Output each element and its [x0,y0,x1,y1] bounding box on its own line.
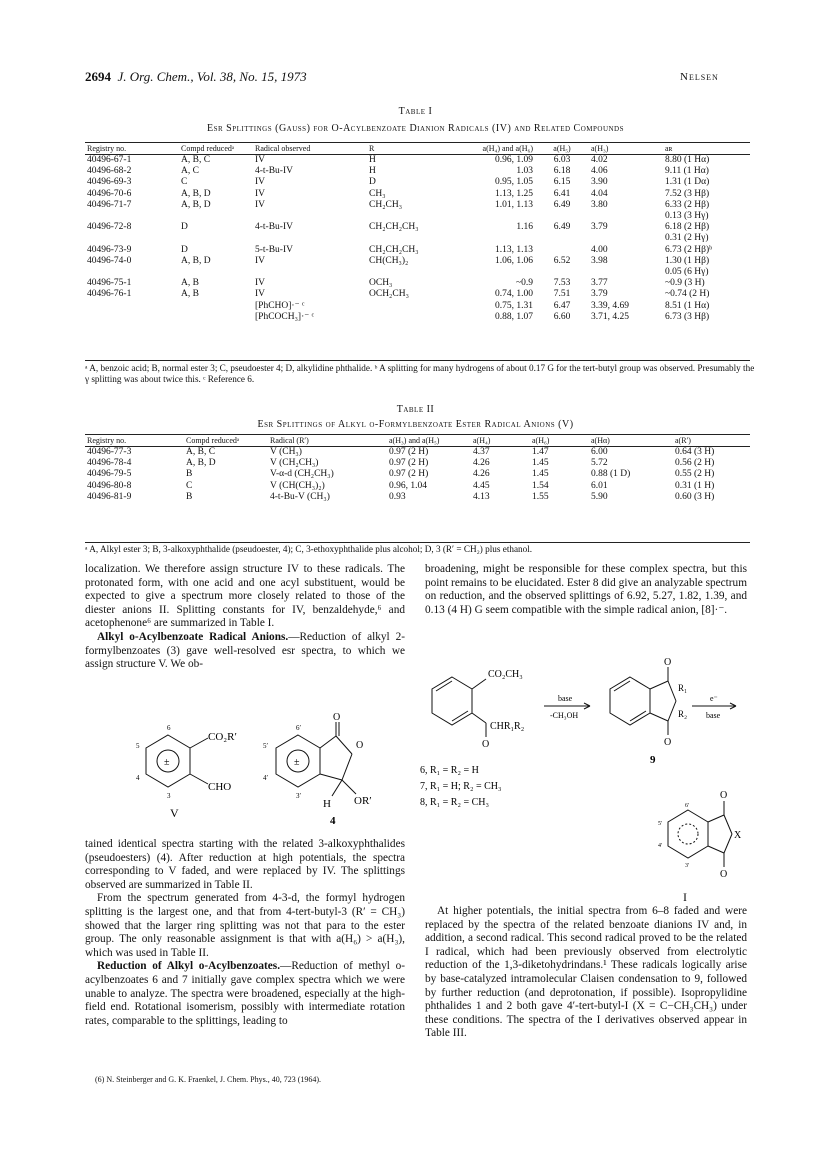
table2-cell: 0.93 [389,491,406,502]
table1-cell: IV [255,177,266,188]
structure-4-bond-1 [320,736,336,748]
table1-cell: 40496-72-8 [87,222,132,233]
table1-cell: 6.49 [553,199,571,210]
table1-cell: 1.06, 1.06 [495,255,533,266]
table1-cell: IV [255,155,266,165]
left-paragraph-3: tained identical spectra starting with the related 3-alkoxyphthalides (pseudoesters) (4). After reduction at high potentials, the spectra corresponding to V faded, and were replaced by IV. The splittings observed are summarized in Table II. [85,838,405,891]
table1-cell [179,267,253,278]
table1-cell [535,245,589,256]
table2-cell: 1.45 [532,469,549,480]
table1-cell [179,301,253,312]
table1-cell: D [369,177,376,188]
arrow-1-bottom-label: -CH₃OH [550,711,579,720]
table1-cell: 0.05 (6 Hγ) [665,267,709,278]
table1-cell: 6.73 (2 Hβ)ᵇ [665,244,713,255]
table2-col-compd: Compd reducedᵃ [184,435,268,447]
table1-cell: 6.47 [553,300,571,311]
radical-i-position-4p: 4′ [658,843,663,849]
table1-cell [535,211,589,222]
table1-cell: 7.53 [553,278,571,289]
table1-footnote: ᵃ A, benzoic acid; B, normal ester 3; C, pseudoester 4; D, alkylidine phthalide. ᵇ A splitting for many hydrogens of about 0.17 G for the tert-butyl group was observed. Presumably the γ splitting was about twice this. ᶜ Reference 6. [85,363,755,384]
compound-9-bond-1 [650,681,668,689]
table1-cell: 40496-67-1 [87,155,132,165]
table1-cell: A, B, C [181,155,211,165]
table1-row [85,211,750,222]
table1-cell: 8.51 (1 Hα) [665,300,710,311]
running-header-author: Nelsen [680,71,719,83]
right-column-bottom [425,905,747,1041]
table1-cell: 1.13, 1.13 [495,244,533,255]
ester-ring-double-2 [452,711,468,721]
table2-label: Table II [396,404,435,415]
table1-cell: 1.01, 1.13 [495,199,533,210]
table1-cell: OCH₃ [369,278,393,289]
left-column-top [85,563,405,672]
section-heading-alkyl-acylbenzoate-radical-anions: Alkyl o-Acylbenzoate Radical Anions. [97,630,289,643]
radical-i-bond-2 [724,815,732,834]
table1-cell: 4.04 [591,188,608,199]
table1-cell: 0.95, 1.05 [495,177,533,188]
table2-col-ha: a(Hα) [589,435,673,447]
compound-9-bond-4 [650,713,668,721]
table2-cell: 1.47 [532,447,549,457]
table2-cell: 0.64 (3 H) [675,447,715,457]
compound-9-double-1 [614,681,630,691]
structure-v-aldehyde-group: CHO [208,781,232,793]
ester-ring [432,677,472,725]
table1-cell: 0.75, 1.31 [495,300,533,311]
table1-cell: ~0.9 (3 H) [665,278,705,289]
table1-col-registry: Registry no. [85,143,179,155]
arrow-2-top-label: e⁻ [710,694,718,703]
table1-cell [179,233,253,244]
compound-9-r2: R₂ [678,709,688,719]
table1-cell: IV [255,278,266,289]
table2-cell: C [186,480,193,491]
table2-col-radical: Radical (R′) [268,435,387,447]
table2-cell: 1.55 [532,491,549,502]
compound-9-oxygen-top: O [664,657,672,668]
arrow-1-top-label: base [558,694,573,703]
table1-cell: 4.02 [591,155,608,165]
table1-cell [367,267,461,278]
table1-label: Table I [398,106,433,117]
table1-cell: 4-t-Bu-IV [255,222,293,233]
compound-9-r1: R₁ [678,683,688,693]
right-paragraph-1: broadening, might be responsible for these complex spectra, but this point remains to be elucidated. Ester 8 did give an analyzable spectrum on reduction, and the observed splittings of 6.92, 5.27, 1.82, 1.39, and 0.13 (4 H) G seem compatible with the simple radical anion, [8]·⁻. [425,563,747,616]
table1-cell: [PhCOCH₃]·⁻ ᶜ [255,311,315,322]
table2-cell: V (CH₂CH₃) [270,458,319,469]
table1-cell: 40496-73-9 [87,244,132,255]
table1-cell: 40496-76-1 [87,289,132,300]
table1-cell [589,267,663,278]
compound-9-oxygen-bottom: O [664,737,672,748]
table2-cell: 0.96, 1.04 [389,480,427,491]
table1-cell: 3.71, 4.25 [591,311,629,322]
table2-col-registry: Registry no. [85,435,184,447]
radical-i-ring [668,810,708,858]
table1-cell: 6.49 [553,222,571,233]
structure-4-bond-4 [320,774,342,780]
structure-v-position-6: 6 [167,724,171,732]
table1-cell: 8.80 (1 Hα) [665,155,710,165]
reference-6: (6) N. Steinberger and G. K. Fraenkel, J. Chem. Phys., 40, 723 (1964). [95,1075,322,1084]
table1-cell: IV [255,199,266,210]
compound-9-label: 9 [650,754,656,766]
table2-row [85,458,750,469]
table1-cell: 1.16 [516,222,533,233]
table1-cell: 40496-71-7 [87,199,132,210]
table1-cell [461,267,535,278]
table2-cell: 6.01 [591,480,608,491]
table1-cell [367,301,461,312]
table2-cell: 4.26 [473,469,490,480]
table1-cell [179,211,253,222]
table1-cell [85,312,179,323]
structures-v-and-4 [120,710,380,832]
table1-cell: 3.79 [591,222,608,233]
table2-cell: 40496-78-4 [87,458,132,469]
table1-cell: A, C [181,166,199,177]
table1-row [85,222,750,233]
left-column-bottom [85,838,405,1028]
radical-i-bond-1 [708,815,724,822]
compound-8-definition: 8, R₁ = R₂ = CH₃ [420,797,489,808]
table1-cell [85,233,179,244]
table2-cell: 6.00 [591,447,608,457]
table2-cell: 40496-80-8 [87,480,132,491]
table1-cell: 4-t-Bu-IV [255,166,293,177]
radical-i-x: X [734,830,742,841]
structure-4-bond-3 [342,754,352,780]
table1-cell: ~0.74 (2 H) [665,289,710,300]
table1-header-row [85,143,750,155]
left-paragraph-2 [85,631,405,672]
table2-cell: B [186,469,193,480]
compound-6-definition: 6, R₁ = R₂ = H [420,765,479,776]
table1-cell: A, B [181,278,199,289]
structure-v-position-3: 3 [167,792,171,800]
section-heading-reduction-alkyl-acylbenzoates: Reduction of Alkyl o-Acylbenzoates. [97,960,281,973]
table1-cell: [PhCHO]·⁻ ᶜ [255,300,305,311]
structure-4-position-5p: 5′ [263,742,269,750]
table2-cell: 5.72 [591,458,608,469]
table1-cell: 0.13 (3 Hγ) [665,211,709,222]
table1-cell: CH₂CH₂CH₃ [369,244,419,255]
running-header-left [85,69,307,85]
table1-row [85,189,750,200]
ester-co2ch3: CO₂CH₃ [488,669,523,680]
compound-9-benzo-ring [610,677,650,725]
ester-oxygen: O [482,739,490,750]
table1-cell: 6.60 [553,311,571,322]
structure-4-position-3p: 3′ [296,792,302,800]
table1-row [85,166,750,177]
table2-cell: 1.54 [532,480,549,491]
table1-cell: ~0.9 [515,278,533,289]
table1-col-ar: aʀ [663,143,750,155]
table2-cell: 40496-79-5 [87,469,132,480]
table1-cell: CH(CH₃)₂ [369,255,409,266]
table2-cell: 0.97 (2 H) [389,447,429,457]
radical-i-bond-4 [708,846,724,853]
radical-i-position-3p: 3′ [685,863,690,869]
table1-cell: 3.80 [591,199,608,210]
table2-col-h3h5: a(H₃) and a(H₅) [387,435,471,447]
table2-row [85,447,750,459]
ester-bond-2 [472,713,486,723]
table1-cell: C [181,177,188,188]
structure-4-oxygen: O [333,712,341,723]
ester-chr1r2: CHR₁R₂ [490,721,525,732]
table1-cell: 6.73 (3 Hβ) [665,311,710,322]
structure-4-position-6p: 6′ [296,724,302,732]
table1-cell: 6.18 (2 Hβ) [665,222,710,233]
table1-row [85,256,750,267]
table2 [85,434,750,503]
left-paragraph-4: From the spectrum generated from 4-3-d, the formyl hydrogen splitting is the largest one, and that from 4-tert-butyl-3 (R′ = CH₃) showed that the larger ring splitting was not that para to the ester group. The only reasonable assignment is that with a(H₆) > a(H₃), which was used in Table II. [85,892,405,959]
table2-cell: 4.26 [473,458,490,469]
table1-cell: IV [255,289,266,300]
table1-cell: A, B [181,289,199,300]
left-paragraph-5 [85,960,405,1028]
table1-cell [535,267,589,278]
table1-cell: 3.90 [591,177,608,188]
table1-cell: 3.39, 4.69 [591,300,629,311]
table2-cell: 4.45 [473,480,490,491]
table1-cell [461,233,535,244]
page-number: 2694 [85,69,111,84]
structure-4-hydrogen: H [323,798,331,810]
table2-cell: 0.56 (2 H) [675,458,715,469]
table1-cell: 5-t-Bu-IV [255,244,293,255]
structure-4-charge: ± [294,757,300,768]
table1-cell: CH₃ [369,188,386,199]
compound-9-bond-2 [668,681,676,701]
radical-i-bond-3 [724,834,732,853]
table1-row [85,177,750,188]
table1-cell: 6.41 [553,188,571,199]
structure-v-label: V [170,806,179,820]
table1-cell: 7.52 (3 Hβ) [665,188,710,199]
table1-cell: 40496-74-0 [87,255,132,266]
table1-cell: A, B, D [181,188,211,199]
table1-cell: 6.15 [553,177,571,188]
table1-cell: 1.13, 1.25 [495,188,533,199]
table1-cell [367,211,461,222]
radical-i-oxygen-top: O [720,790,728,801]
table1-cell: 1.31 (1 Dα) [665,177,710,188]
table1-cell: H [369,155,376,165]
table2-cell: 4-t-Bu-V (CH₃) [270,491,330,502]
table1-cell: D [181,222,188,233]
structure-4-alkoxy: OR′ [354,795,372,807]
structure-4-label: 4 [330,815,336,827]
table1-col-r: R [367,143,461,155]
table1-cell: CH₂CH₃ [369,199,403,210]
structure-v-ester-group: CO₂R′ [208,731,237,743]
table1-cell: 1.03 [516,166,533,177]
table1-cell [589,233,663,244]
table2-footnote: ᵃ A, Alkyl ester 3; B, 3-alkoxyphthalide (pseudoester, 4); C, 3-ethoxyphthalide plus alcohol; D, 3 (R′ = CH₂) plus ethanol. [85,544,533,554]
table2-row [85,481,750,492]
journal-citation: J. Org. Chem., Vol. 38, No. 15, 1973 [117,69,307,84]
left-paragraph-5-text: —Reduction of methyl o-acylbenzoates 6 and 7 initially gave complex spectra which we were unable to analyze. The spectra were broadened, especially at the high-field end. Rotational isomerism, possibly with intermediate rotation rates, comparable to the splittings, leading to [85,960,405,1027]
table1-cell: 40496-68-2 [87,166,132,177]
right-paragraph-2: At higher potentials, the initial spectra from 6–8 faded and were replaced by the spectra of the related benzoate dianions IV and, in addition, a second radical. This second radical proved to be the related I radical, which had been previously observed from electrolytic reduction of the 1,3-diketohydrindans.¹ These radicals logically arise by base-catalyzed intramolecular Claisen condensation to 9, followed by further reduction (and deprotonation, if possible). Isopropylidine phthalides 1 and 2 both gave 4′-tert-butyl-I (X = C−CH₃CH₃) under these conditions. The spectra of the I derivatives observed appear in Table III. [425,905,747,1040]
compound-7-definition: 7, R₁ = H; R₂ = CH₃ [420,781,502,792]
table1 [85,142,750,323]
structure-4-bond-6 [342,780,356,794]
table1-row [85,245,750,256]
ester-bond-1 [472,679,486,689]
table1-cell: 0.31 (2 Hγ) [665,233,709,244]
table2-cell: 0.97 (2 H) [389,469,429,480]
table1-cell: D [181,244,188,255]
table2-col-h6: a(H₆) [530,435,589,447]
table1-cell: 6.52 [553,255,571,266]
table1-title: Esr Splittings (Gauss) for O-Acylbenzoate Dianion Radicals (IV) and Related Compounds [207,123,624,134]
table1-cell [253,267,367,278]
table1-cell [253,233,367,244]
table1-cell: H [369,166,376,177]
table1-cell: 6.18 [553,166,571,177]
table1-cell [85,301,179,312]
compound-9-double-2 [630,711,646,721]
table2-cell: 5.90 [591,491,608,502]
table2-row [85,492,750,503]
table1-cell: 6.33 (2 Hβ) [665,199,710,210]
table1-cell: A, B, D [181,255,211,266]
table1-cell: 3.77 [591,278,608,289]
table1-col-radical: Radical observed [253,143,367,155]
structure-v-bond-2 [190,774,208,784]
table1-cell [85,211,179,222]
structure-v-position-4: 4 [136,774,140,782]
table2-cell: 0.88 (1 D) [591,469,631,480]
table1-cell: 0.74, 1.00 [495,289,533,300]
table1-cell [461,211,535,222]
radical-i-oxygen-bottom: O [720,869,728,880]
table2-col-h4: a(H₄) [471,435,530,447]
table1-cell [535,233,589,244]
table1-col-compd: Compd reducedᵃ [179,143,253,155]
structure-4-ring-oxygen: O [356,740,364,751]
table1-cell: 0.88, 1.07 [495,311,533,322]
table2-cell: V (CH₃) [270,447,302,457]
structure-4-bond-2 [336,736,352,754]
table2-col-ar: a(R′) [673,435,750,447]
ester-ring-double-1 [436,681,452,691]
radical-i-position-6p: 6′ [685,803,690,809]
table1-bottom-rule [85,360,750,361]
table1-cell [85,267,179,278]
radical-i-label: I [683,890,687,904]
table1-cell: 1.30 (1 Hβ) [665,255,710,266]
table1-cell: 3.98 [591,255,608,266]
table1-row [85,289,750,300]
table2-cell: V (CH(CH₃)₂) [270,480,325,491]
table2-bottom-rule [85,542,750,543]
table1-cell: 4.06 [591,166,608,177]
table2-cell: 0.97 (2 H) [389,458,429,469]
table2-header-row [85,435,750,447]
table1-cell: 6.03 [553,155,571,165]
table2-cell: 4.13 [473,491,490,502]
table2-cell: A, B, C [186,447,216,457]
table1-cell: A, B, D [181,199,211,210]
table1-cell: IV [255,255,266,266]
table2-cell: 40496-81-9 [87,491,132,502]
structure-4-position-4p: 4′ [263,774,269,782]
table1-cell: CH₂CH₂CH₃ [369,222,419,233]
table2-title: Esr Splittings of Alkyl o-Formylbenzoate Ester Radical Anions (V) [257,419,574,430]
table2-cell: 0.60 (3 H) [675,491,715,502]
table1-cell: 40496-70-6 [87,188,132,199]
table2-cell: 40496-77-3 [87,447,132,457]
table1-cell: 3.79 [591,289,608,300]
table1-cell: 40496-69-3 [87,177,132,188]
table1-row [85,312,750,323]
table1-cell: 0.96, 1.09 [495,155,533,165]
table2-cell: B [186,491,193,502]
arrow-2-bottom-label: base [706,711,721,720]
claisen-scheme [420,655,750,880]
table2-cell: 0.31 (1 H) [675,480,715,491]
table2-cell: A, B, D [186,458,216,469]
table1-row [85,200,750,211]
table1-cell: 40496-75-1 [87,278,132,289]
structure-4-bond-5 [332,780,342,796]
structure-v-bond-1 [190,738,208,748]
table1-col-h4h6: a(H₄) and a(H₆) [461,143,535,155]
table1-cell [367,312,461,323]
table2-row [85,469,750,480]
left-paragraph-2-text: —Reduction of alkyl 2-formylbenzoates (3) gave well-resolved esr spectra, to which we assign structure V. We ob- [85,630,405,671]
structure-v-charge: ± [164,757,170,768]
table1-row [85,155,750,167]
radical-i-position-5p: 5′ [658,821,663,827]
table2-cell: 1.45 [532,458,549,469]
table1-cell [253,211,367,222]
right-column-top [425,563,747,617]
table1-col-h5: a(H₅) [535,143,589,155]
table1-cell: 7.51 [553,289,571,300]
radical-i-ring-circle [678,824,698,844]
table1-col-h3: a(H₃) [589,143,663,155]
table1-cell: IV [255,188,266,199]
table2-cell: 4.37 [473,447,490,457]
table1-row [85,301,750,312]
left-paragraph-1: localization. We therefore assign structure IV to these radicals. The protonated form, with one acid and one acyl substituent, would be expected to give a spectrum more closely related to those of the diester anions II. Splitting constants for IV, benzaldehyde,⁶ and acetophenone⁶ are summarized in Table I. [85,563,405,630]
table1-row [85,267,750,278]
table2-cell: 0.55 (2 H) [675,469,715,480]
table1-cell [367,233,461,244]
table1-cell [179,312,253,323]
table1-cell: 4.00 [591,244,608,255]
table2-cell: V-α-d (CH₂CH₃) [270,469,334,480]
table1-cell: 9.11 (1 Hα) [665,166,709,177]
compound-9-bond-3 [668,701,676,721]
table1-cell [589,211,663,222]
table1-row [85,278,750,289]
structure-v-position-5: 5 [136,742,140,750]
table1-row [85,233,750,244]
table1-cell: OCH₂CH₃ [369,289,409,300]
